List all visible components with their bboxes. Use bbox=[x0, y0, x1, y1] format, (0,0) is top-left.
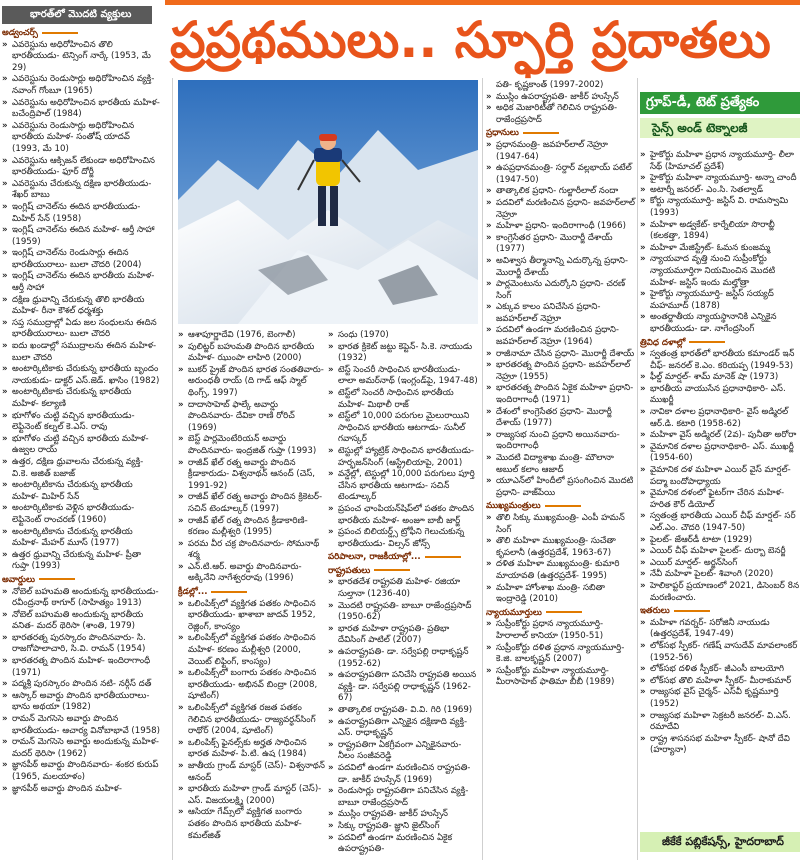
list-item: » రాజీవ్ ఖేల్ రత్న పొందిన క్రీడాకారిణి- కరణం మల్లీశ్వరి (1995) bbox=[178, 516, 326, 539]
list-item: » ఎయిర్ చీఫ్ మహిళా పైలట్- దుర్బా బెనర్జీ bbox=[640, 546, 800, 558]
list-item: » భారతీయ మహిళా గ్రాండ్ మాస్టర్ (చెస్)- ఎస్. విజయలక్ష్మి (2000) bbox=[178, 784, 326, 807]
list-item: » ప్రధానమంత్రి- జవహర్‌లాల్ నెహ్రూ (1947-64) bbox=[486, 140, 636, 163]
list-item: » రాజీనామా చేసిన ప్రధాని- మొరార్జీ దేశాయ్ bbox=[486, 349, 636, 361]
list-item: » ఉపప్రధానమంత్రి- సర్దార్ వల్లభాయ్ పటేల్ (1947-50) bbox=[486, 163, 636, 186]
column-5 bbox=[640, 150, 800, 830]
list-item: » ఆశాపూర్ణాదేవి (1976, బెంగాలీ) bbox=[178, 330, 326, 342]
mountain-climber-image bbox=[178, 80, 478, 324]
section-subheading: అడ్వంచర్స్ bbox=[2, 28, 160, 40]
list-item: » సంధు (1970) bbox=[328, 330, 478, 342]
list-item: » అటార్నీ జనరల్- ఎం.సి. సెతల్వాడ్ bbox=[640, 185, 800, 197]
section-subheading: త్రివిధ దళాల్లో bbox=[640, 338, 800, 350]
section-subheading: పరిపాలనా, రాజకీయాల్లో... bbox=[328, 552, 478, 564]
list-item: » ఉత్తర, దక్షిణ ధ్రువాలను చేరుకున్న వ్యక్తి- వి.కె. అజిత్ బజాజ్ bbox=[2, 457, 160, 480]
page-headline: ప్రప్రథములు.. స్ఫూర్తి ప్రదాతలు bbox=[170, 11, 771, 69]
list-item: » తొలి సిక్కు ముఖ్యమంత్రి- ఎంపీ హమన్ సింగ్ bbox=[486, 513, 636, 536]
list-item: » సుప్రీంకోర్టు దళిత ప్రధాన న్యాయమూర్తి- కె.జి. బాలకృష్ణన్ (2007) bbox=[486, 643, 636, 666]
list-item: » ముస్లిం ఉపరాష్ట్రపతి- జాకీర్ హుస్సేన్ bbox=[486, 92, 636, 104]
side-section-title: గ్రూప్-డీ, టెట్ ప్రత్యేకం bbox=[640, 92, 800, 114]
list-item: » ఉపరాష్ట్రపతిగా పనిచేసి రాష్ట్రపతి అయిన వ్యక్తి- డా. సర్వేపల్లి రాధాకృష్ణన్ (1962-67) bbox=[328, 670, 478, 705]
list-item: » భారతరత్న పొందిన ప్రధాని- జవహర్‌లాల్ నెహ్రూ (1955) bbox=[486, 360, 636, 383]
list-item: » ఒలింపిక్స్‌లో బంగారు పతకం సాధించిన భారతీయుడు- అభినవ్ బింద్రా (2008, షూటింగ్) bbox=[178, 668, 326, 703]
list-item: » నేవీ మహిళా పైలట్- శివాంగి (2020) bbox=[640, 569, 800, 581]
list-item: » భారత క్రికెట్ జట్టు కెప్టెన్- సి.కె. నాయుడు (1932) bbox=[328, 342, 478, 365]
list-item: » లోక్‌సభ తొలి మహిళా స్పీకర్- మీరాకుమార్ bbox=[640, 676, 800, 688]
list-item: » పదవిలో ఉండగా మరణించిన ఏకైక ఉపరాష్ట్రపతి- bbox=[328, 833, 478, 856]
list-item: » మహిళా హోంశాఖ మంత్రి- సబితా ఇంద్రారెడ్డి (2010) bbox=[486, 583, 636, 606]
list-item: » ఎవరెస్టును అధిరోహించిన భారతీయ మహిళ- బచేంద్రిపాల్ (1984) bbox=[2, 98, 160, 121]
mountaineer-photo bbox=[178, 80, 478, 324]
list-item: » సుప్రీంకోర్టు మహిళా న్యాయమూర్తి- మీరాసాహెబ్ ఫాతిమా బీబీ (1989) bbox=[486, 666, 636, 689]
list-item: » వైమానిక దళ మహిళా ఎయిర్ వైస్ మార్షల్- పద్మా బందోపాధ్యాయ bbox=[640, 465, 800, 488]
list-item: » పైలట్- జేఆర్‌డీ టాటా (1929) bbox=[640, 535, 800, 547]
section-subheading: ప్రధానులు bbox=[486, 128, 636, 140]
section-subheading: అవార్డులు bbox=[2, 575, 160, 587]
list-item: » రాష్ట్ర శాసనసభ మహిళా స్పీకర్- షానో దేవి (హర్యానా) bbox=[640, 734, 800, 757]
list-item: » సుప్రీంకోర్టు ప్రధాన న్యాయమూర్తి- హిరాలాల్ కానియా (1950-51) bbox=[486, 619, 636, 642]
column-divider bbox=[637, 78, 638, 860]
list-item: » టెస్టుల్లో హ్యాట్రిక్ సాధించిన భారతీయుడు- హర్భజన్‌సింగ్ (ఆస్ట్రేలియాపై, 2001) bbox=[328, 446, 478, 469]
list-item: » టెస్ట్‌లో 10,000 పరుగుల మైలురాయిని సాధించిన భారతీయ ఆటగాడు- సునీల్ గవాస్కర్ bbox=[328, 411, 478, 446]
list-item: » యూఎన్‌లో హిందీలో ప్రసంగించిన మొదటి ప్రధాని- వాజ్‌పేయి bbox=[486, 476, 636, 499]
list-item: » అవిశ్వాస తీర్మానాన్ని ఎదుర్కొన్న ప్రధాని- మొరార్జీ దేశాయ్ bbox=[486, 256, 636, 279]
list-item: » తొలి మహిళా ముఖ్యమంత్రి- సుచేతా కృపలానీ (ఉత్తరప్రదేశ్, 1963-67) bbox=[486, 536, 636, 559]
list-item: » భారతరత్న పొందిన మహిళ- ఇందిరాగాంధీ (1971) bbox=[2, 656, 160, 679]
list-item: » ప్రపంచ ఛాంపియన్‌షిప్‌లో పతకం పొందిన భారతీయ మహిళ- అంజూ బాబీ జార్జ్ bbox=[328, 504, 478, 527]
list-item: » రాజ్యసభ వైస్ చైర్మన్- ఎస్‌వీ కృష్ణమూర్తి (1952) bbox=[640, 687, 800, 710]
list-item: » రాష్ట్రపతిగా ఏకగ్రీవంగా ఎన్నికైనవారు- నీలం సంజీవరెడ్డి bbox=[328, 740, 478, 763]
list-item: పతి- కృష్ణకాంత్ (1997-2002) bbox=[496, 80, 604, 90]
list-item: » హైకోర్టు మహిళా ప్రధాన న్యాయమూర్తి- లీలా సేథ్ (హిమాచల్ ప్రదేశ్) bbox=[640, 150, 800, 173]
list-item: » ఎవరెస్టును రెండుసార్లు అధిరోహించిన వ్యక్తి- నవాంగ్ గోంబూ (1965) bbox=[2, 74, 160, 97]
section-subheading: రాష్ట్రపతులు bbox=[328, 566, 478, 578]
list-item: » సిక్కు రాష్ట్రపతి- జ్ఞాని జైల్‌సింగ్ bbox=[328, 821, 478, 833]
list-item: » భూగోళం చుట్టి వచ్చిన భారతీయ మహిళ- ఉజ్వల రాయ్ bbox=[2, 434, 160, 457]
list-item: » లోక్‌సభ దళిత స్పీకర్- జీఎంసీ బాలయోగి bbox=[640, 664, 800, 676]
list-item: » న్యాయవాద వృత్తి నుంచి సుప్రీంకోర్టు న్యాయమూర్తిగా నియమించిన మొదటి మహిళ- జస్టిస్ ఇందు మల్హోత్రా bbox=[640, 254, 800, 289]
list-item: » వైమానిక దళంలో ఫైటర్‌గా చేరిన మహిళ- హరిత కౌర్ డియోల్ bbox=[640, 488, 800, 511]
list-item: » ఉత్తర ధ్రువాన్ని చేరుకున్న మహిళ- ప్రీతా గుప్తా (1993) bbox=[2, 550, 160, 573]
list-item: » దాదాసాహెబ్ ఫాల్కే అవార్డు పొందినవారు- దేవికా రాణి రోరిచ్ (1969) bbox=[178, 400, 326, 435]
list-item: » మొదటి విద్యాశాఖ మంత్రి- మౌలానా అబుల్ కలాం ఆజాద్ bbox=[486, 453, 636, 476]
column-3 bbox=[328, 330, 478, 858]
section-subheading: క్రీడల్లో... bbox=[178, 587, 326, 599]
list-item: » తాత్కాలిక ప్రధాని- గుల్జారీలాల్ నందా bbox=[486, 186, 636, 198]
list-item: » ఎన్.టి.ఆర్. అవార్డు పొందినవారు- అక్కినేని నాగేశ్వరరావు (1996) bbox=[178, 562, 326, 585]
list-item: » మొదటి రాష్ట్రపతి- బాబూ రాజేంద్రప్రసాద్ (1950-62) bbox=[328, 601, 478, 624]
list-item: » అంటార్కిటికాను చేరుకున్న భారతీయ మహిళ- మిహిర్ సేన్ bbox=[2, 480, 160, 503]
list-item: » ఒలింపిక్స్ ఫైనల్స్‌కు అర్హత సాధించిన భారత మహిళ- పి.టి. ఉష (1984) bbox=[178, 738, 326, 761]
list-item: » భారతరత్న పురస్కారం పొందినవారు- సి. రాజగోపాలాచారి, సి.వి. రామన్ (1954) bbox=[2, 633, 160, 656]
list-item: » రామన్ మెగసెసె అవార్డు అందుకున్న మహిళ- మదర్ థెరిసా (1962) bbox=[2, 737, 160, 760]
list-item: » రాజీవ్ ఖేల్ రత్న అవార్డు పొందిన క్రీడాకారుడు- విశ్వనాథన్ ఆనంద్ (చెస్, 1991-92) bbox=[178, 458, 326, 493]
list-item: » దక్షిణ ధ్రువాన్ని చేరుకున్న తొలి భారతీయ మహిళ- రీనా కౌశల్ ధర్మశక్తు bbox=[2, 295, 160, 318]
list-item: » మహిళా ప్రధాని- ఇందిరాగాంధీ (1966) bbox=[486, 221, 636, 233]
list-item: » కాంగ్రెసేతర ప్రధాని- మొరార్జీ దేశాయ్ (1977) bbox=[486, 233, 636, 256]
list-item: » ఇంగ్లిష్ చానెల్‌ను ఈదిన భారతీయుడు- మిహిర్ సేన్ (1958) bbox=[2, 202, 160, 225]
list-item: » పార్లమెంటును ఎదుర్కోని ప్రధాని- చరణ్ సింగ్ bbox=[486, 279, 636, 302]
section-subheading: న్యాయమూర్తులు bbox=[486, 608, 636, 620]
list-item: » లోక్‌సభ స్పీకర్- గణేష్ వాసుదేవ్ మావలాంకర్ (1952-56) bbox=[640, 641, 800, 664]
list-item: » మహిళా మేజిస్ట్రేట్- ఓమన కుంజమ్మ bbox=[640, 243, 800, 255]
list-item: » మహిళా గవర్నర్- సరోజినీ నాయుడు (ఉత్తరప్రదేశ్, 1947-49) bbox=[640, 618, 800, 641]
list-item: » టెస్ట్ సెంచరీ సాధించిన భారతీయుడు- లాలా అమర్‌నాథ్ (ఇంగ్లండ్‌పై, 1947-48) bbox=[328, 365, 478, 388]
list-item: » భారతదేశ రాష్ట్రపతి మహిళ- రజియా సుల్తానా (1236-40) bbox=[328, 577, 478, 600]
section-label: భారత్‌లో మొదటి వ్యక్తులు bbox=[2, 6, 152, 24]
list-item: » భారతరత్న పొందిన ఏకైక మహిళా ప్రధాని- ఇందిరాగాంధీ (1971) bbox=[486, 383, 636, 406]
list-item: » నోబెల్ బహుమతి అందుకున్న భారతీయ వనిత- మదర్ థెరిసా (శాంతి, 1979) bbox=[2, 610, 160, 633]
list-item: » అంటార్కిటికాను చేరుకున్న భారతీయ మహిళ- మేహర్ మూస్ (1977) bbox=[2, 527, 160, 550]
list-item: » దేశంలో కాంగ్రెసేతర ప్రధాని- మొరార్జీ దేశాయ్ (1977) bbox=[486, 407, 636, 430]
list-item: » హెలికాప్టర్ ప్రయాణంలో 2021, డిసెంబర్ 8న మరణించారు. bbox=[640, 581, 800, 604]
list-item: » రామన్ మెగసెసె అవార్డు పొందిన భారతీయుడు- ఆచార్య వినోబాభావే (1958) bbox=[2, 714, 160, 737]
list-item: » ఎవరెస్టును చేరుకున్న దక్షిణ భారతీయుడు- శేఖర్ బాబు bbox=[2, 179, 160, 202]
list-item: » తాత్కాలిక రాష్ట్రపతి- వి.వి. గిరి (1969) bbox=[328, 705, 478, 717]
list-item: » ఉపరాష్ట్రపతిగా ఎన్నికైన దక్షిణాది వ్యక్తి- ఎస్. రాధాకృష్ణన్ bbox=[328, 717, 478, 740]
list-item: » పదవిలో ఉండగా మరణించిన రాష్ట్రపతి- డా. జాకీర్ హుస్సేన్ (1969) bbox=[328, 763, 478, 786]
list-item: » పదవిలో ఉండగా మరణించిన ప్రధాని- జవహర్‌లాల్ నెహ్రూ (1964) bbox=[486, 325, 636, 348]
list-item: » ఫీల్డ్ మార్షల్- శామ్ మానెక్ షా (1973) bbox=[640, 372, 800, 384]
list-item: » సప్త సముద్రాల్లో ఏడు జల సంధులను ఈదిన భారతీయురాలు- బులా చౌదరి bbox=[2, 318, 160, 341]
list-item: » మహిళా వైస్ అడ్మిరల్ (2వ)- పునీతా అరోరా bbox=[640, 430, 800, 442]
list-item: » అంటార్కిటికాకు వెళ్లిన భారతీయుడు- లెఫ్టినెంట్ రాంచరణ్ (1960) bbox=[2, 503, 160, 526]
column-2 bbox=[178, 330, 326, 858]
list-item: » అంతర్జాతీయ న్యాయస్థానానికి ఎన్నికైన భారతీయుడు- డా. నాగేంద్రసింగ్ bbox=[640, 312, 800, 335]
list-item: » పద్మశ్రీ పురస్కారం పొందిన నటి- నర్గీస్ దత్ bbox=[2, 679, 160, 691]
list-item: » మహిళా అడ్వకేట్- కార్నేలియా సొరాబ్జీ (కలకత్తా, 1894) bbox=[640, 220, 800, 243]
column-1 bbox=[2, 26, 160, 858]
list-item: » ఒలింపిక్స్‌లో వ్యక్తిగత పతకం సాధించిన భారతీయుడు- ఖాశాబా జాదవ్ 1952, రెజ్లింగ్, కాంస్యం bbox=[178, 599, 326, 634]
list-item: » రాజ్యసభ నుంచి ప్రధాని అయినవారు- ఇందిరాగాంధీ bbox=[486, 430, 636, 453]
list-item: » ఎవరెస్టును ఆక్సిజన్ లేకుండా అధిరోహించిన భారతీయుడు- ఫూర్ దోర్జీ bbox=[2, 156, 160, 179]
list-item: » ప్రపంచ బిలియర్డ్స్ ట్రోఫీని గెలుచుకున్న భారతీయుడు- విల్సన్ జోన్స్ bbox=[328, 527, 478, 550]
list-item: » బుకర్ ప్రైజ్ పొందిన భారత సంతతివారు- అరుంధతీ రాయ్ (ది గాడ్ ఆఫ్ స్మాల్ థింగ్స్, 1997) bbox=[178, 365, 326, 400]
column-divider bbox=[482, 78, 483, 860]
list-item: » కోర్టు న్యాయమూర్తి- జస్టిస్ వి. రామస్వామి (1993) bbox=[640, 196, 800, 219]
list-item: » ఉపరాష్ట్రపతి- డా. సర్వేపల్లి రాధాకృష్ణన్ (1952-62) bbox=[328, 647, 478, 670]
list-item: » ఒలింపిక్స్‌లో వ్యక్తిగత రజత పతకం గెలిచిన భారతీయుడు- రాజ్యవర్ధన్‌సింగ్ రాథోర్ (2004, షూటింగ్) bbox=[178, 703, 326, 738]
list-item: » భూగోళం చుట్టి వచ్చిన భారతీయుడు- లెఫ్టినెంట్ కల్నల్ కె.ఎస్. రావు bbox=[2, 411, 160, 434]
list-item: » వన్డేల్లో, టెస్టుల్లో 10,000 పరుగులు పూర్తి చేసిన భారతీయ ఆటగాడు- సచిన్ టెండూల్కర్ bbox=[328, 469, 478, 504]
list-item: » వైమానిక దళాల ప్రధానాధికారి- ఎస్. ముఖర్జీ (1954-60) bbox=[640, 442, 800, 465]
list-item: » రెండుసార్లు రాష్ట్రపతిగా పనిచేసిన వ్యక్తి- బాబూ రాజేంద్రప్రసాద్ bbox=[328, 786, 478, 809]
list-item: » రాజీవ్ ఖేల్ రత్న అవార్డు పొందిన క్రికెటర్- సచిన్ టెండూల్కర్ (1997) bbox=[178, 492, 326, 515]
list-item: » బెస్ట్ పార్లమెంటేరియన్ అవార్డు పొందినవారు- ఇంద్రజిత్ గుప్తా (1993) bbox=[178, 434, 326, 457]
list-item: » ఎవరెస్టును అధిరోహించిన తొలి భారతీయుడు- టెన్సింగ్ నార్కే (1953, మే 29) bbox=[2, 40, 160, 75]
list-item: » ఒలింపిక్స్‌లో వ్యక్తిగత పతకం సాధించిన మహిళ- కరణం మల్లీశ్వరి (2000, వెయిట్ లిఫ్టింగ్, కాంస్యం) bbox=[178, 633, 326, 668]
list-item: » ముస్లిం రాష్ట్రపతి- జాకీర్ హుస్సేన్ bbox=[328, 809, 478, 821]
list-item: » అంటార్కిటికాకు చేరుకున్న భారతీయ మహిళ- కల్యాణి bbox=[2, 387, 160, 410]
list-item: » ఎక్కువ కాలం పనిచేసిన ప్రధాని- జవహర్‌లాల్ నెహ్రూ bbox=[486, 302, 636, 325]
publisher-credit: జీకేకే పబ్లికేషన్స్, హైదరాబాద్ bbox=[640, 832, 800, 852]
list-item: » జ్ఞానపీఠ్ అవార్డు పొందిన మహిళ- bbox=[2, 784, 160, 796]
side-section-subtitle: సైన్స్ అండ్ టెక్నాలజీ bbox=[640, 118, 800, 138]
list-item: » హైకోర్టు మహిళా న్యాయమూర్తి- అన్నా చాందీ bbox=[640, 173, 800, 185]
list-item: » భారత మహిళా రాష్ట్రపతి- ప్రతిభా దేవిసింగ్ పాటిల్ (2007) bbox=[328, 624, 478, 647]
list-item: » టెస్ట్‌లో సెంచరీ సాధించిన భారతీయ మహిళ- మిథాలీ రాజ్ bbox=[328, 388, 478, 411]
list-item: » జ్ఞానపీఠ్ అవార్డు పొందినవారు- శంకర కురుప్ (1965, మలయాళం) bbox=[2, 760, 160, 783]
list-item: » భారతీయ వాయుసేన ప్రధానాధికారి- ఎస్. ముఖర్జీ bbox=[640, 384, 800, 407]
list-item: » పరమ వీర చక్ర పొందినవారు- సోమనాథ్ శర్మ bbox=[178, 539, 326, 562]
list-item: » ఇంగ్లిష్ చానెల్‌ను ఈదిన మహిళ- ఆర్తీ సాహా (1959) bbox=[2, 225, 160, 248]
column-4 bbox=[486, 80, 636, 860]
list-item: » హైకోర్టు న్యాయమూర్తి- జస్టిస్ సయ్యద్ మహమూద్ (1878) bbox=[640, 289, 800, 312]
list-item: » ఇంగ్లిష్ చానెల్‌ను రెండుసార్లు ఈదిన భారతీయురాలు- బులా చౌదరి (2004) bbox=[2, 248, 160, 271]
column-divider bbox=[172, 78, 173, 860]
list-item: » ఆస్కార్ అవార్డు పొందిన భారతీయురాలు- భాను అథయా (1982) bbox=[2, 691, 160, 714]
list-item: » పదవిలో మరణించిన ప్రధాని- జవహర్‌లాల్ నెహ్రూ bbox=[486, 198, 636, 221]
list-item: » నావికా దళాల ప్రధానాధికారి- వైస్ అడ్మిరల్ ఆర్.డి. కటారి (1958-62) bbox=[640, 407, 800, 430]
list-item: » పులిట్జర్ బహుమతి పొందిన భారతీయ మహిళ- ఝుంపా లాహిరి (2000) bbox=[178, 342, 326, 365]
list-item: » ఎవరెస్టును రెండుసార్లు అధిరోహించిన భారతీయ మహిళ- సంతోష్ యాదవ్ (1993, మే 10) bbox=[2, 121, 160, 156]
list-item: » అంటార్కిటికాకు చేరుకున్న భారతీయ బృందం నాయకుడు- డాక్టర్ ఎస్.జెడ్. ఖాసిం (1982) bbox=[2, 364, 160, 387]
list-item: » ఇంగ్లిష్ చానెల్‌ను ఈదిన భారతీయ మహిళ- ఆర్తీ సాహా bbox=[2, 271, 160, 294]
list-item: » స్వతంత్ర భారతీయ ఎయిర్ చీఫ్ మార్షల్- సర్ ఎల్.ఎం. చౌదరి (1947-50) bbox=[640, 511, 800, 534]
list-item: » నోబెల్ బహుమతి అందుకున్న భారతీయుడు- రవీంద్రనాథ్ ఠాగూర్ (సాహిత్యం 1913) bbox=[2, 587, 160, 610]
list-item: » ఐదు ఖండాల్లో సముద్రాలను ఈదిన మహిళ- బులా చౌదరి bbox=[2, 341, 160, 364]
list-item: » ఎయిర్ మార్షల్- అర్జన్‌సింగ్ bbox=[640, 558, 800, 570]
list-item: » ఆసియా గేమ్స్‌లో వ్యక్తిగత బంగారు పతకం పొందిన భారతీయ మహిళ- కమల్‌జిత్ bbox=[178, 807, 326, 842]
list-item: » జాతీయ గ్రాండ్ మాస్టర్ (చెస్)- విశ్వనాథన్ ఆనంద్ bbox=[178, 761, 326, 784]
list-item: » స్వతంత్ర భారత్‌లో భారతీయ కమాండర్ ఇన్ చీఫ్- జనరల్ కె.ఎం. కరియప్ప (1949-53) bbox=[640, 349, 800, 372]
section-subheading: ముఖ్యమంత్రులు bbox=[486, 501, 636, 513]
list-item: » దళిత మహిళా ముఖ్యమంత్రి- కుమారి మాయావతి (ఉత్తరప్రదేశ్- 1995) bbox=[486, 559, 636, 582]
header-accent-bar bbox=[165, 0, 800, 5]
list-item: » రాజ్యసభ మహిళా సెక్రటరీ జనరల్- వి.ఎస్. రమాదేవి bbox=[640, 711, 800, 734]
list-item: » అధిక మెజారిటీతో గెలిచిన రాష్ట్రపతి- రాజేంద్రప్రసాద్ bbox=[486, 103, 636, 126]
section-subheading: ఇతరులు bbox=[640, 606, 800, 618]
